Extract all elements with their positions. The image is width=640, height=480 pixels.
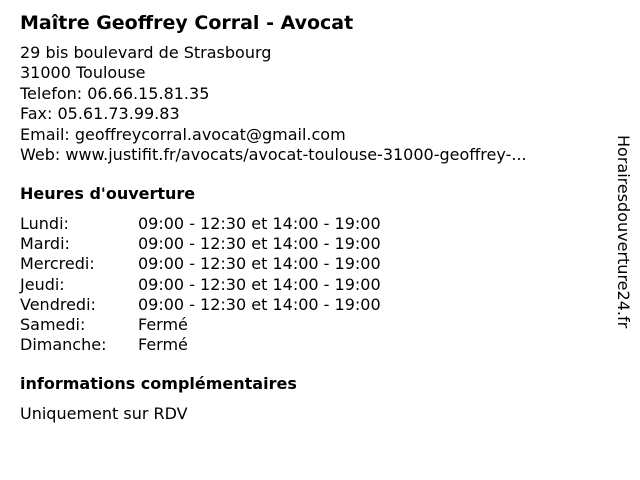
hours-row-tuesday <box>20 234 381 254</box>
day-hours: 09:00 - 12:30 et 14:00 - 19:00 <box>138 214 381 233</box>
additional-info-text: Uniquement sur RDV <box>20 404 188 423</box>
opening-hours-list <box>20 214 381 355</box>
hours-heading: Heures d'ouverture <box>20 184 196 203</box>
fax-number: Fax: 05.61.73.99.83 <box>20 104 180 124</box>
day-label: Mercredi: <box>20 254 95 274</box>
phone-number: Telefon: 06.66.15.81.35 <box>20 83 210 103</box>
day-hours: 09:00 - 12:30 et 14:00 - 19:00 <box>138 294 381 314</box>
day-label: Mardi: <box>20 234 70 254</box>
street-address: 29 bis boulevard de Strasbourg <box>20 43 272 62</box>
site-watermark: Horairesdouverture24.fr <box>614 135 633 329</box>
hours-row-friday <box>20 295 381 315</box>
contact-block <box>20 43 527 165</box>
hours-row-saturday <box>20 315 381 335</box>
email-address: Email: geoffreycorral.avocat@gmail.com <box>20 124 346 144</box>
day-hours: 09:00 - 12:30 et 14:00 - 19:00 <box>138 274 381 294</box>
website-address: Web: www.justifit.fr/avocats/avocat-toulouse-31000-geoffrey-... <box>20 145 527 165</box>
city-address: 31000 Toulouse <box>20 63 146 83</box>
day-hours: 09:00 - 12:30 et 14:00 - 19:00 <box>138 234 381 254</box>
day-label: Samedi: <box>20 314 86 334</box>
day-hours: Fermé <box>138 335 188 355</box>
day-label: Vendredi: <box>20 294 96 314</box>
additional-info-heading: informations complémentaires <box>20 374 297 393</box>
hours-row-wednesday <box>20 254 381 274</box>
hours-row-thursday <box>20 275 381 295</box>
hours-row-monday <box>20 214 381 234</box>
day-label: Lundi: <box>20 214 69 233</box>
day-hours: Fermé <box>138 314 188 334</box>
day-hours: 09:00 - 12:30 et 14:00 - 19:00 <box>138 254 381 274</box>
business-title: Maître Geoffrey Corral - Avocat <box>20 12 354 34</box>
day-label: Jeudi: <box>20 274 65 294</box>
day-label: Dimanche: <box>20 335 107 355</box>
hours-row-sunday <box>20 335 381 355</box>
